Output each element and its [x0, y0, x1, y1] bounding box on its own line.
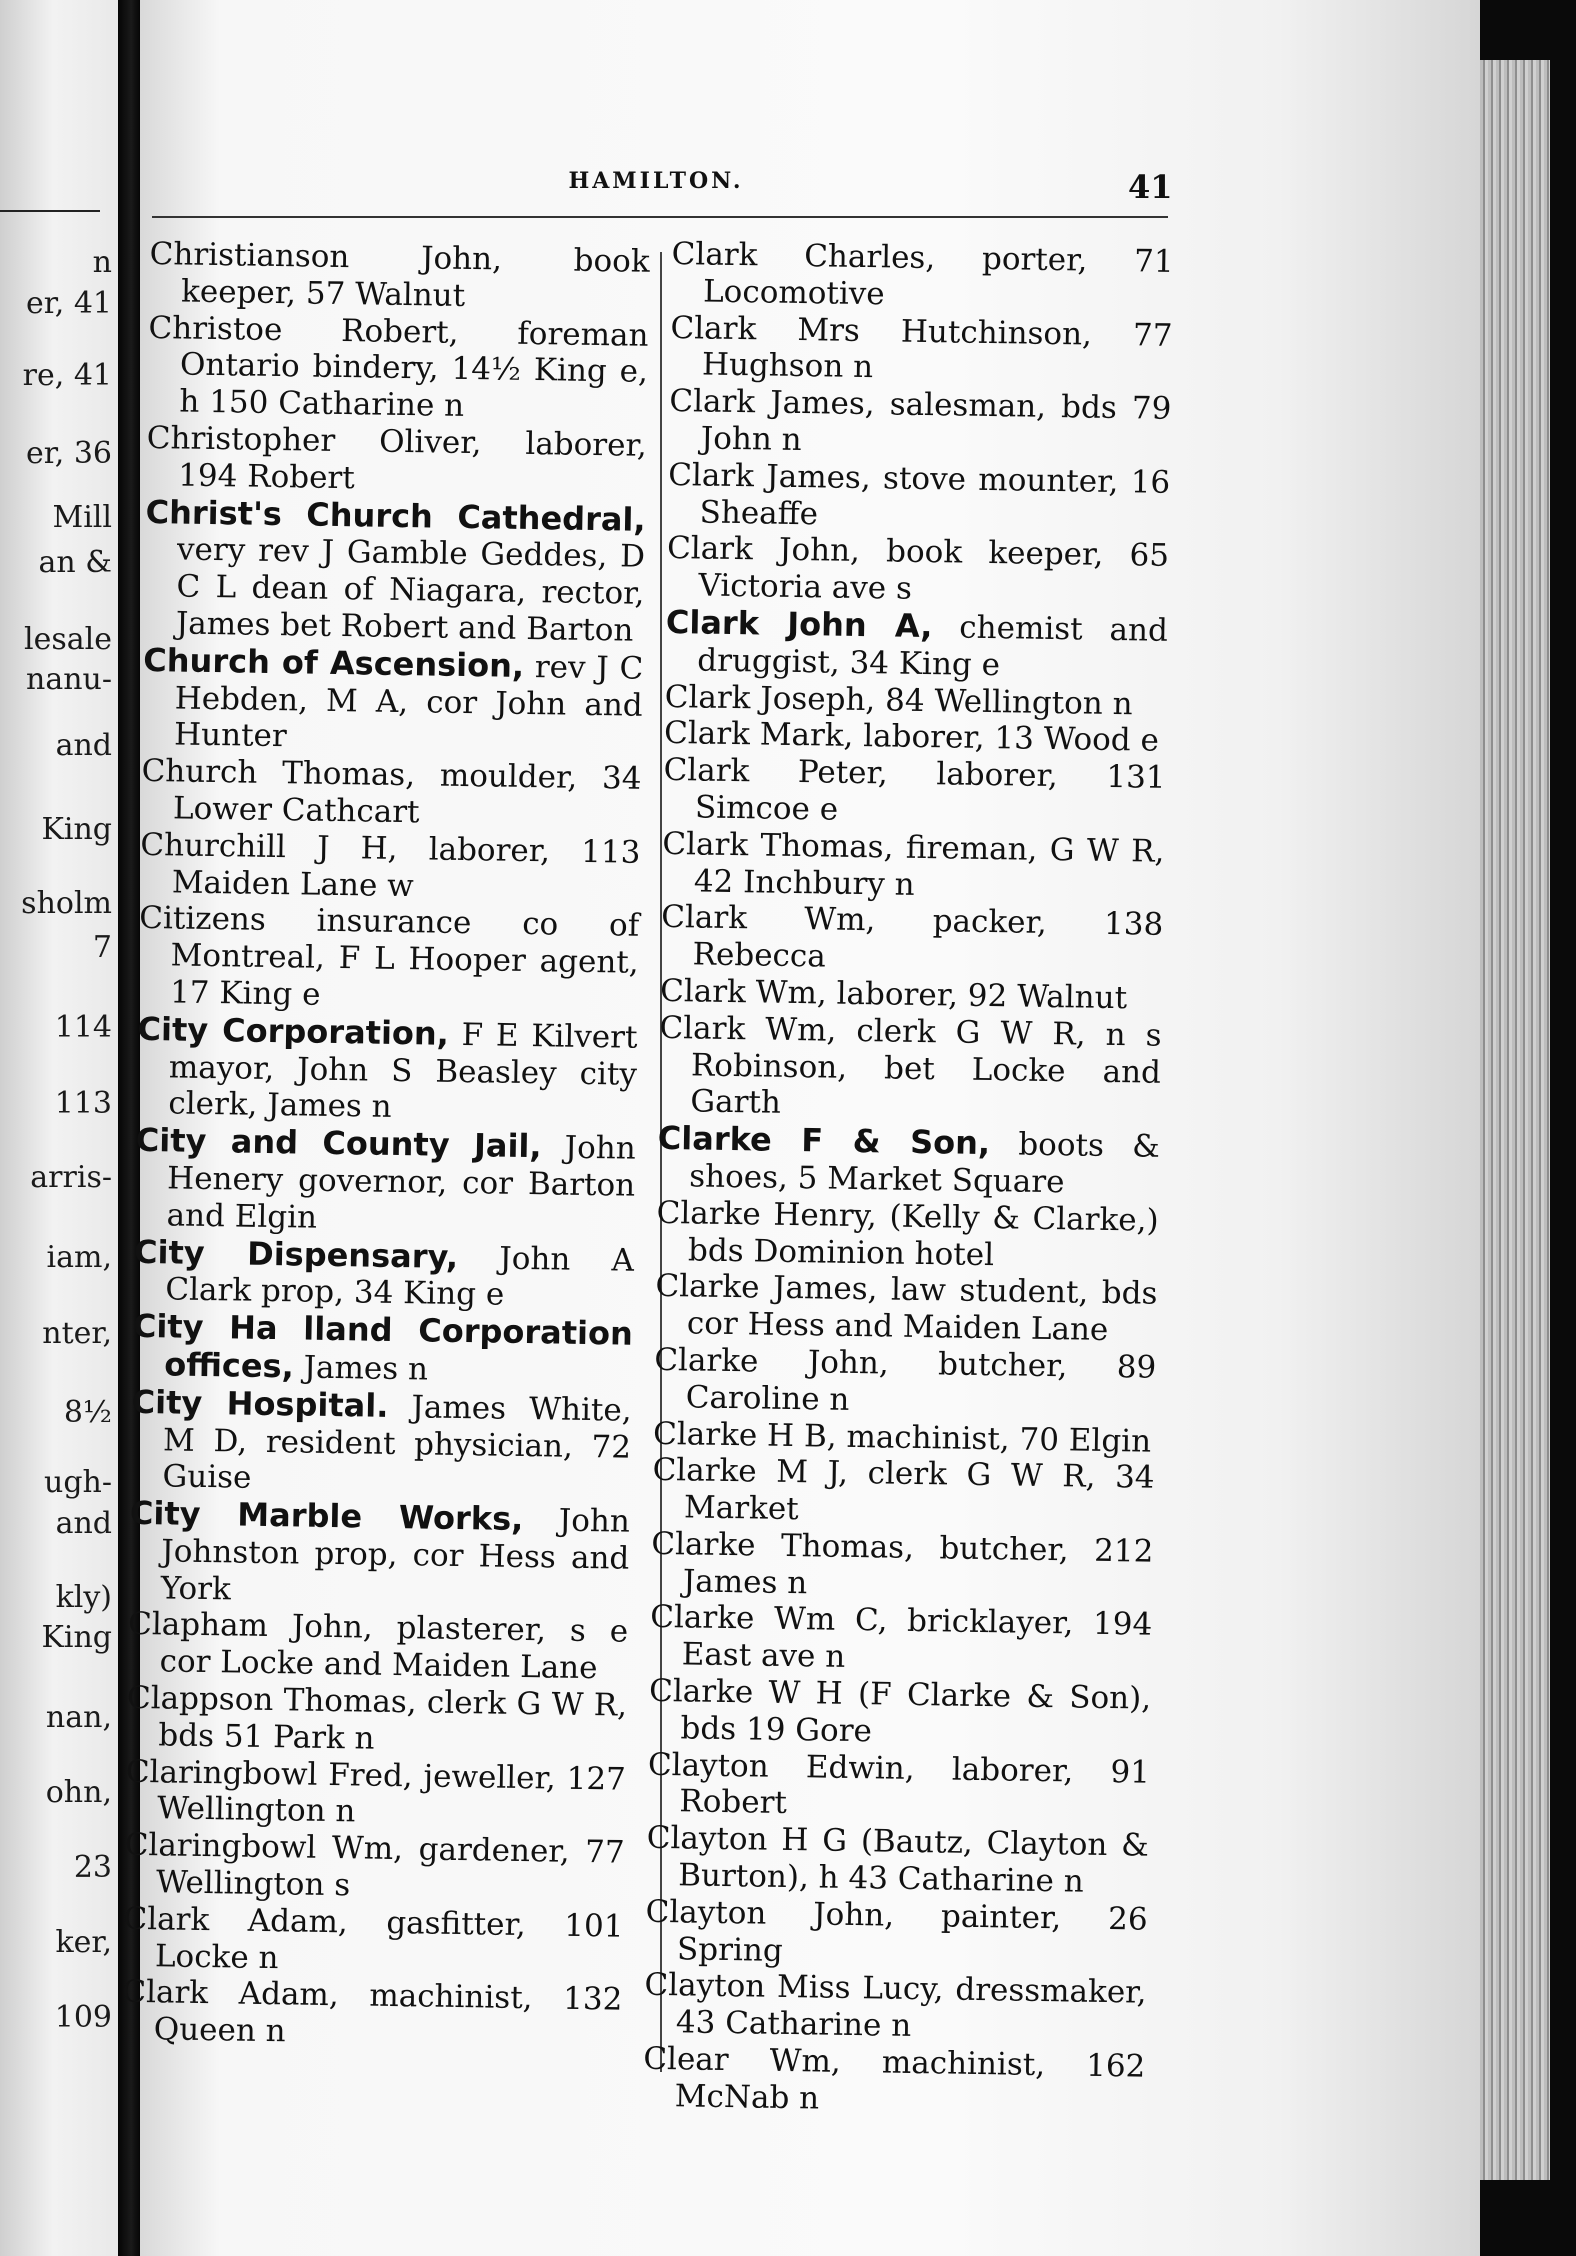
- directory-entry: [141, 753, 642, 834]
- entry-name: Christianson John,: [149, 236, 503, 278]
- previous-page-fragment: Mill: [52, 500, 112, 535]
- entry-details: stove mounter, 16 Sheaffe: [699, 460, 1171, 532]
- entry-name: Clarke Wm C,: [650, 1599, 888, 1640]
- entry-details: painter, 26 Spring: [676, 1898, 1148, 1969]
- directory-entry: [132, 1308, 633, 1391]
- previous-page-fragment: nanu-: [26, 662, 112, 697]
- entry-details: law student, bds cor Hess and Maiden Lane: [686, 1271, 1158, 1349]
- entry-details: James n: [303, 1349, 429, 1388]
- entry-name: Clarke John,: [654, 1341, 890, 1382]
- entry-details: (Kelly & Clarke,) bds Dominion hotel: [687, 1198, 1159, 1273]
- previous-page-fragment: 23: [73, 1850, 112, 1885]
- previous-page-fragment: kly): [55, 1580, 112, 1615]
- entry-details: butcher, 212 James n: [682, 1530, 1154, 1601]
- previous-page-fragment: ohn,: [45, 1775, 112, 1810]
- entry-name: Clarke M J,: [652, 1452, 849, 1492]
- previous-page-fragment: nan,: [45, 1700, 112, 1735]
- directory-entry: [660, 899, 1163, 980]
- entry-details: fireman, G W R, 42 Inchbury n: [693, 829, 1165, 903]
- entry-name: Clark Mrs Hutchinson,: [670, 309, 1093, 353]
- directory-entry: [651, 1526, 1154, 1607]
- directory-entry: [658, 1010, 1162, 1128]
- previous-page-fragment: iam,: [46, 1240, 112, 1275]
- entry-details: clerk G W R, n s Robinson, bet Locke and Garth: [690, 1012, 1162, 1122]
- entry-name: Clark Peter,: [663, 752, 889, 792]
- entry-name: City Hospital.: [131, 1382, 389, 1425]
- previous-page-rule: [0, 210, 100, 212]
- entry-details: machinist, 70 Elgin: [846, 1418, 1152, 1460]
- right-column: [642, 236, 1173, 2122]
- entry-details: machinist, 162 McNab n: [674, 2044, 1146, 2117]
- header-rule: [152, 216, 1168, 218]
- entry-details: gasfitter, 101 Locke n: [154, 1904, 624, 1976]
- directory-entry: [142, 642, 644, 761]
- previous-page-fragment: er, 41: [25, 286, 112, 321]
- previous-page-fragment: King: [41, 1620, 112, 1655]
- entry-name: Churchill J H,: [140, 826, 398, 867]
- entry-details: moulder, 34 Lower Cathcart: [172, 757, 642, 831]
- entry-details: clerk G W R, bds 51 Park n: [158, 1684, 628, 1757]
- directory-entry: [667, 457, 1170, 538]
- previous-page-edge: [0, 0, 118, 2256]
- directory-entry: [127, 1606, 628, 1687]
- entry-details: John Henery governor, cor Barton and Elgin: [166, 1129, 637, 1236]
- previous-page-fragment: er, 36: [25, 436, 112, 471]
- directory-entry: [656, 1195, 1159, 1276]
- entry-details: packer, 138 Rebecca: [692, 903, 1164, 975]
- previous-page-fragment: ugh-: [44, 1465, 112, 1500]
- entry-name: Clarke W H: [648, 1672, 844, 1712]
- entry-name: City and County Jail,: [135, 1121, 542, 1166]
- entry-name: Clark Mark,: [663, 715, 854, 755]
- previous-page-fragment: 7: [92, 930, 112, 965]
- directory-entry: [144, 494, 646, 650]
- previous-page-fragment: King: [41, 812, 112, 847]
- directory-entry: [126, 1680, 627, 1761]
- entry-details: F E Kilvert mayor, John S Beasley city clerk, James n: [168, 1016, 638, 1126]
- entry-name: Clark James,: [669, 383, 875, 423]
- directory-entry: [133, 1233, 634, 1315]
- entry-name: Clark Wm,: [659, 1009, 837, 1049]
- entry-name: Clark Thomas,: [662, 825, 894, 866]
- directory-entry: [671, 236, 1174, 317]
- directory-entry: [130, 1384, 632, 1503]
- directory-entry: [642, 2041, 1145, 2122]
- entry-name: Clayton John,: [645, 1893, 895, 1934]
- entry-name: Clark John,: [666, 530, 861, 570]
- directory-entry: [666, 530, 1169, 611]
- previous-page-fragment: lesale: [24, 622, 112, 657]
- entry-name: City Marble Works,: [129, 1493, 524, 1539]
- entry-name: Clarke F & Son,: [657, 1119, 991, 1163]
- previous-page-fragment: re, 41: [22, 358, 112, 393]
- directory-entry: [653, 1342, 1156, 1423]
- entry-details: jeweller, 127 Wellington n: [157, 1758, 627, 1830]
- directory-entry: [136, 1011, 638, 1130]
- directory-entry: [122, 1974, 623, 2055]
- entry-name: Clark Joseph,: [664, 678, 876, 718]
- entry-name: Clark Adam,: [123, 1900, 349, 1941]
- entry-details: dressmaker, 43 Catharine n: [675, 1972, 1147, 2045]
- directory-entry: [138, 900, 640, 1018]
- directory-entry: [128, 1495, 630, 1614]
- directory-entry: [649, 1599, 1152, 1680]
- entry-details: 77 Hughson n: [701, 316, 1173, 386]
- entry-details: laborer, 92 Walnut: [836, 975, 1128, 1017]
- entry-details: boots & shoes, 5 Market Square: [688, 1126, 1161, 1201]
- entry-name: Church Thomas,: [141, 753, 416, 794]
- entry-name: Clarke Thomas,: [651, 1525, 915, 1566]
- entry-name: Clark Charles,: [671, 236, 936, 277]
- entry-details: laborer, 131 Simcoe e: [694, 756, 1166, 828]
- entry-details: gardener, 77 Wellington s: [155, 1831, 625, 1904]
- entry-name: Clapham John,: [127, 1606, 374, 1647]
- entry-details: laborer, 91 Robert: [679, 1751, 1151, 1822]
- entry-details: machinist, 132 Queen n: [153, 1978, 623, 2050]
- previous-page-fragment: n: [92, 245, 112, 280]
- entry-name: Clark Wm,: [661, 899, 876, 939]
- directory-entry: [146, 420, 647, 501]
- entry-details: foreman Ontario bindery, 14½ King e, h 150 Catharine n: [179, 315, 649, 425]
- entry-name: Clarke Henry,: [656, 1194, 878, 1235]
- previous-page-fragment: and: [55, 1506, 112, 1541]
- entry-name: Clark John A,: [665, 602, 933, 646]
- entry-name: Claringbowl Fred,: [125, 1753, 413, 1794]
- directory-entry: [647, 1746, 1150, 1827]
- previous-page-fragment: arris-: [30, 1160, 112, 1195]
- entry-details: laborer, 13 Wood e: [863, 718, 1160, 760]
- entry-name: Clark Adam,: [122, 1974, 339, 2014]
- directory-entry: [125, 1753, 626, 1834]
- entry-details: book keeper, 57 Walnut: [180, 242, 650, 314]
- left-column: [122, 236, 650, 2056]
- directory-entry: [645, 1894, 1148, 1975]
- previous-page-fragment: sholm: [21, 886, 112, 921]
- entry-name: Clayton H G: [646, 1820, 848, 1860]
- previous-page-fragment: an &: [38, 545, 112, 580]
- directory-entry: [670, 310, 1173, 391]
- entry-details: book keeper, 65 Victoria ave s: [698, 533, 1170, 607]
- previous-page-fragment: 114: [54, 1010, 112, 1045]
- entry-details: bricklayer, 194 East ave n: [681, 1603, 1153, 1676]
- entry-details: rev J C Hebden, M A, cor John and Hunter: [173, 648, 644, 755]
- entry-name: Clarke H B,: [652, 1415, 837, 1455]
- entry-name: City Ha lland Corporation offices,: [132, 1306, 634, 1386]
- entry-name: Claringbowl Wm,: [124, 1827, 404, 1868]
- entry-name: Clayton Miss Lucy,: [644, 1967, 944, 2008]
- entry-details: (F Clarke & Son), bds 19 Gore: [680, 1676, 1152, 1750]
- entry-name: Christopher Oliver,: [146, 419, 482, 462]
- directory-entry: [147, 310, 649, 428]
- directory-entry: [655, 1268, 1158, 1349]
- entry-name: City Dispensary,: [133, 1232, 459, 1276]
- directory-entry: [149, 236, 650, 317]
- directory-entry: [652, 1452, 1155, 1533]
- entry-details: 84 Wellington n: [884, 681, 1133, 722]
- directory-entry: [644, 1967, 1147, 2048]
- page-edge-stack: [1480, 60, 1550, 2180]
- entry-details: John Johnston prop, cor Hess and York: [160, 1502, 631, 1608]
- directory-entry: [124, 1827, 625, 1908]
- directory-entry: [134, 1122, 636, 1241]
- directory-entry: [662, 826, 1165, 907]
- entry-details: (Bautz, Clayton & Burton), h 43 Catharine n: [677, 1823, 1150, 1900]
- entry-name: Christoe Robert,: [148, 309, 459, 351]
- entry-details: John A Clark prop, 34 King e: [165, 1240, 635, 1314]
- previous-page-fragment: and: [55, 728, 112, 763]
- entry-details: plasterer, s e cor Locke and Maiden Lane: [159, 1610, 629, 1687]
- entry-name: Citizens insurance co of Montreal,: [138, 900, 640, 976]
- entry-name: Clark James,: [667, 456, 872, 496]
- directory-entry: [648, 1673, 1151, 1754]
- entry-details: laborer, 194 Robert: [177, 425, 648, 497]
- entry-name: Clayton Edwin,: [647, 1746, 915, 1787]
- previous-page-fragment: ker,: [55, 1925, 112, 1960]
- directory-entry: [669, 383, 1172, 464]
- entry-name: Church of Ascension,: [143, 640, 525, 685]
- previous-page-fragment: 113: [54, 1086, 112, 1121]
- entry-details: butcher, 89 Caroline n: [685, 1346, 1157, 1418]
- entry-details: James White, M D, resident physician, 72 Guise: [162, 1388, 632, 1497]
- directory-entry: [646, 1820, 1149, 1901]
- entry-details: clerk G W R, 34 Market: [683, 1455, 1155, 1528]
- entry-details: laborer, 113 Maiden Lane w: [171, 831, 641, 904]
- previous-page-fragment: nter,: [42, 1316, 112, 1351]
- directory-entry: [123, 1901, 624, 1982]
- directory-entry: [663, 752, 1166, 833]
- entry-name: Clear Wm,: [643, 2040, 842, 2080]
- entry-name: Clappson Thomas,: [126, 1679, 417, 1721]
- entry-name: City Corporation,: [137, 1009, 450, 1053]
- entry-details: chemist and druggist, 34 King e: [697, 609, 1169, 683]
- directory-entry: [657, 1120, 1160, 1202]
- entry-details: salesman, bds 79 John n: [700, 386, 1172, 459]
- entry-details: porter, 71 Locomotive: [702, 240, 1174, 313]
- previous-page-fragment: 109: [54, 2000, 112, 2035]
- entry-details: F L Hooper agent, 17 King e: [169, 940, 639, 1013]
- running-head: HAMILTON.: [568, 168, 744, 194]
- entry-details: very rev J Gamble Geddes, D C L dean of Niagara, rector, James bet Robert and Barton: [175, 531, 646, 649]
- directory-entry: [665, 604, 1168, 686]
- page-number: 41: [1128, 168, 1173, 206]
- entry-name: Clarke James,: [655, 1268, 878, 1308]
- previous-page-fragment: 8½: [63, 1395, 112, 1430]
- entry-name: Clark Wm,: [659, 972, 828, 1012]
- directory-entry: [140, 827, 641, 908]
- entry-name: Christ's Church Cathedral,: [145, 492, 646, 539]
